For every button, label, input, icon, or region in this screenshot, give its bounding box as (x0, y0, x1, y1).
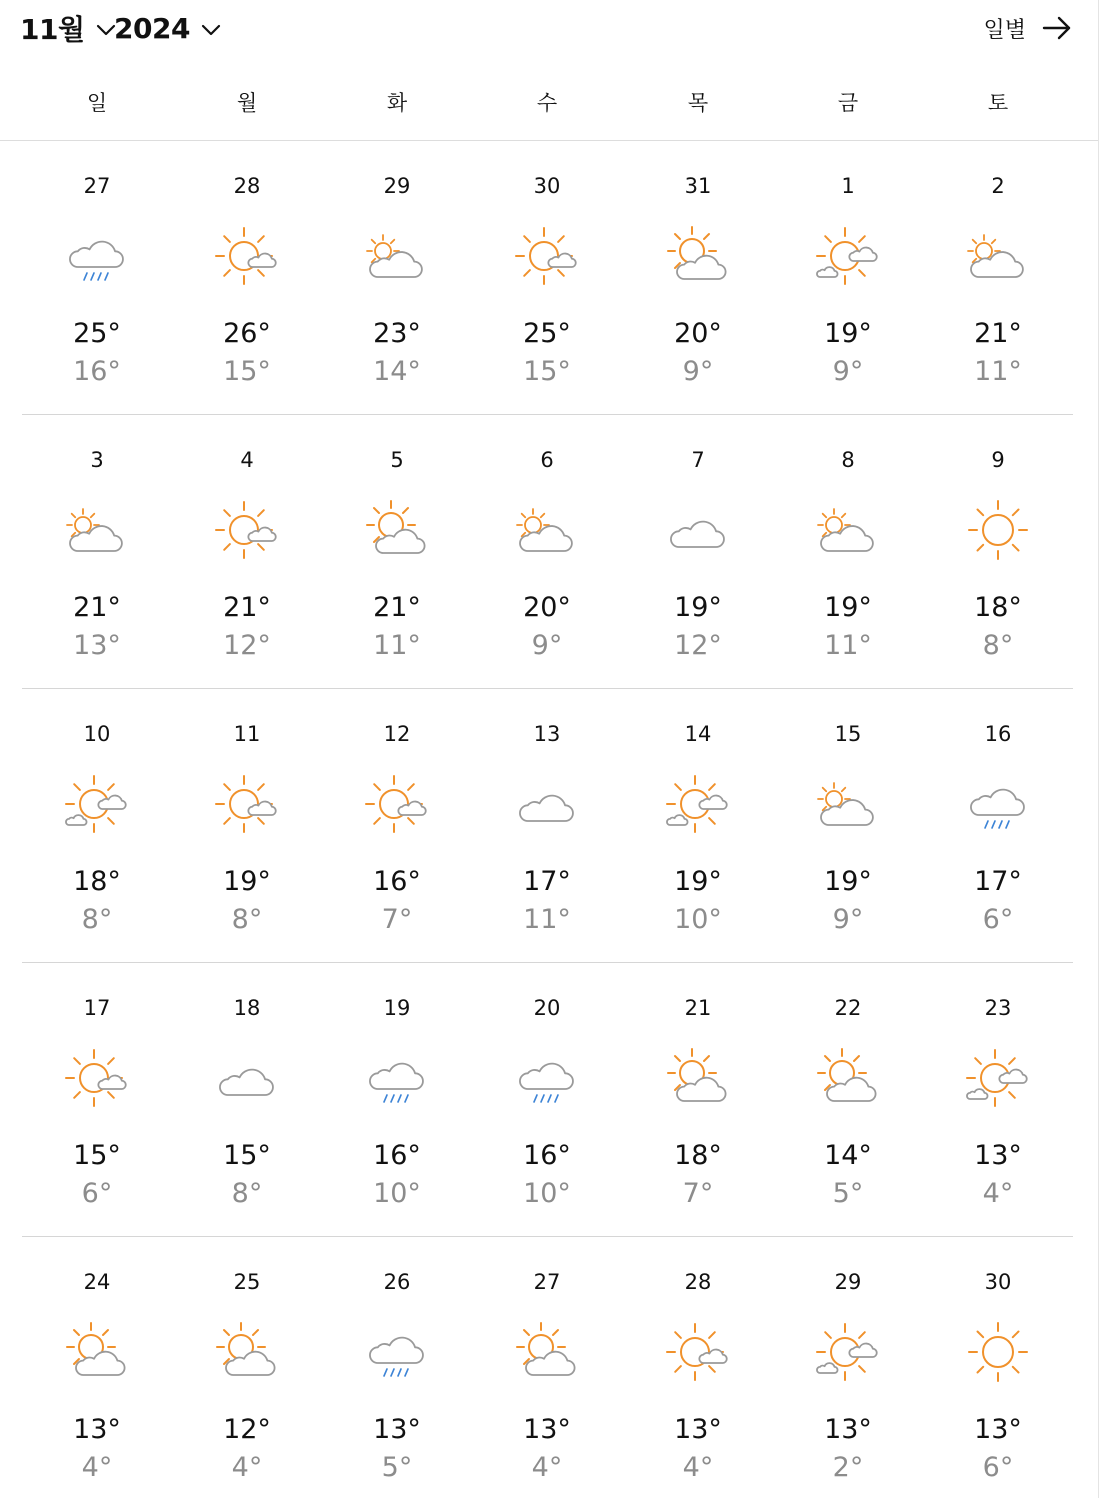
day-date: 23 (984, 996, 1012, 1020)
day-date: 29 (383, 174, 411, 198)
partly-cloudy-icon (815, 1045, 881, 1111)
arrow-right-icon (1042, 16, 1072, 40)
day-date: 31 (684, 174, 712, 198)
high-temperature: 17° (974, 866, 1022, 897)
low-temperature: 12° (223, 630, 271, 661)
low-temperature: 4° (982, 1178, 1014, 1209)
day-date: 6 (540, 448, 554, 472)
day-date: 15 (834, 722, 862, 746)
day-cell[interactable] (172, 1237, 322, 1511)
month-selector[interactable] (20, 8, 117, 48)
day-date: 2 (991, 174, 1005, 198)
day-cell[interactable] (172, 141, 322, 415)
high-temperature: 13° (373, 1414, 421, 1445)
high-temperature: 15° (73, 1140, 121, 1171)
high-temperature: 19° (674, 866, 722, 897)
sun-small-cloud-icon (364, 771, 430, 837)
day-date: 19 (383, 996, 411, 1020)
sun-clouds-icon (665, 771, 731, 837)
sun-clouds-icon (965, 1045, 1031, 1111)
low-temperature: 10° (373, 1178, 421, 1209)
low-temperature: 4° (231, 1452, 263, 1483)
year-selector[interactable] (114, 8, 222, 48)
week-row (22, 415, 1073, 689)
day-date: 30 (984, 1270, 1012, 1294)
high-temperature: 20° (523, 592, 571, 623)
low-temperature: 13° (73, 630, 121, 661)
day-cell[interactable] (322, 415, 472, 689)
day-cell[interactable] (773, 963, 923, 1237)
high-temperature: 19° (223, 866, 271, 897)
day-date: 22 (834, 996, 862, 1020)
high-temperature: 13° (824, 1414, 872, 1445)
cloud-icon (214, 1045, 280, 1111)
day-cell[interactable] (923, 415, 1073, 689)
day-cell[interactable] (923, 963, 1073, 1237)
day-date: 1 (841, 174, 855, 198)
day-date: 25 (233, 1270, 261, 1294)
low-temperature: 2° (832, 1452, 864, 1483)
low-temperature: 6° (982, 1452, 1014, 1483)
day-cell[interactable] (322, 963, 472, 1237)
rain-icon (514, 1045, 580, 1111)
partly-cloudy-icon (214, 1319, 280, 1385)
day-cell[interactable] (773, 689, 923, 963)
high-temperature: 16° (373, 1140, 421, 1171)
partly-cloudy-icon (364, 497, 430, 563)
day-cell[interactable] (172, 689, 322, 963)
rain-icon (965, 771, 1031, 837)
high-temperature: 18° (674, 1140, 722, 1171)
day-cell[interactable] (22, 415, 172, 689)
day-cell[interactable] (773, 141, 923, 415)
day-cell[interactable] (22, 141, 172, 415)
high-temperature: 26° (223, 318, 271, 349)
day-date: 11 (233, 722, 261, 746)
day-cell[interactable] (472, 1237, 622, 1511)
week-row (22, 689, 1073, 963)
weekday-mon: 월 (236, 91, 258, 115)
high-temperature: 18° (974, 592, 1022, 623)
cloud-small-sun-icon (815, 497, 881, 563)
sun-icon (965, 497, 1031, 563)
daily-view-label: 일별 (983, 17, 1026, 43)
partly-cloudy-icon (64, 1319, 130, 1385)
day-date: 3 (90, 448, 104, 472)
low-temperature: 4° (531, 1452, 563, 1483)
low-temperature: 10° (674, 904, 722, 935)
day-date: 26 (383, 1270, 411, 1294)
high-temperature: 21° (974, 318, 1022, 349)
day-cell[interactable] (472, 415, 622, 689)
day-date: 18 (233, 996, 261, 1020)
day-date: 21 (684, 996, 712, 1020)
day-cell[interactable] (623, 1237, 773, 1511)
low-temperature: 9° (832, 356, 864, 387)
high-temperature: 23° (373, 318, 421, 349)
year-label: 2024 (114, 11, 190, 45)
day-cell[interactable] (322, 1237, 472, 1511)
week-row (22, 141, 1073, 415)
day-date: 8 (841, 448, 855, 472)
low-temperature: 11° (373, 630, 421, 661)
low-temperature: 6° (982, 904, 1014, 935)
rain-icon (364, 1045, 430, 1111)
high-temperature: 21° (373, 592, 421, 623)
low-temperature: 11° (974, 356, 1022, 387)
high-temperature: 21° (223, 592, 271, 623)
cloud-small-sun-icon (364, 223, 430, 289)
weekday-sat: 토 (987, 91, 1009, 115)
day-cell[interactable] (472, 141, 622, 415)
high-temperature: 17° (523, 866, 571, 897)
sun-clouds-icon (64, 771, 130, 837)
weekday-wed: 수 (536, 91, 558, 115)
day-cell[interactable] (22, 1237, 172, 1511)
cloud-small-sun-icon (965, 223, 1031, 289)
day-cell[interactable] (172, 963, 322, 1237)
high-temperature: 19° (674, 592, 722, 623)
high-temperature: 15° (223, 1140, 271, 1171)
rain-icon (64, 223, 130, 289)
day-date: 16 (984, 722, 1012, 746)
scrollbar-track[interactable] (1098, 0, 1108, 1498)
cloud-icon (665, 497, 731, 563)
day-date: 10 (83, 722, 111, 746)
low-temperature: 11° (824, 630, 872, 661)
high-temperature: 18° (73, 866, 121, 897)
day-date: 20 (533, 996, 561, 1020)
partly-cloudy-icon (514, 1319, 580, 1385)
high-temperature: 25° (73, 318, 121, 349)
sun-small-cloud-icon (514, 223, 580, 289)
day-date: 28 (233, 174, 261, 198)
low-temperature: 6° (81, 1178, 113, 1209)
sun-small-cloud-icon (665, 1319, 731, 1385)
day-date: 4 (240, 448, 254, 472)
day-cell[interactable] (773, 1237, 923, 1511)
day-cell[interactable] (322, 689, 472, 963)
day-date: 12 (383, 722, 411, 746)
low-temperature: 14° (373, 356, 421, 387)
sun-icon (965, 1319, 1031, 1385)
low-temperature: 7° (682, 1178, 714, 1209)
low-temperature: 4° (682, 1452, 714, 1483)
partly-cloudy-icon (665, 1045, 731, 1111)
low-temperature: 4° (81, 1452, 113, 1483)
low-temperature: 8° (231, 904, 263, 935)
partly-cloudy-icon (665, 223, 731, 289)
day-date: 27 (533, 1270, 561, 1294)
day-date: 30 (533, 174, 561, 198)
day-date: 13 (533, 722, 561, 746)
cloud-small-sun-icon (514, 497, 580, 563)
low-temperature: 10° (523, 1178, 571, 1209)
week-row (22, 963, 1073, 1237)
low-temperature: 7° (381, 904, 413, 935)
day-cell[interactable] (623, 689, 773, 963)
day-cell[interactable] (923, 141, 1073, 415)
day-date: 29 (834, 1270, 862, 1294)
low-temperature: 9° (682, 356, 714, 387)
low-temperature: 12° (674, 630, 722, 661)
weekday-thu: 목 (687, 91, 709, 115)
cloud-icon (514, 771, 580, 837)
weekday-header (22, 82, 1073, 124)
high-temperature: 14° (824, 1140, 872, 1171)
sun-clouds-icon (815, 223, 881, 289)
day-date: 9 (991, 448, 1005, 472)
sun-small-cloud-icon (214, 223, 280, 289)
day-cell[interactable] (623, 963, 773, 1237)
calendar-header (0, 0, 1098, 56)
sun-small-cloud-icon (214, 497, 280, 563)
sun-small-cloud-icon (214, 771, 280, 837)
low-temperature: 5° (381, 1452, 413, 1483)
weekday-sun: 일 (86, 91, 108, 115)
sun-small-cloud-icon (64, 1045, 130, 1111)
low-temperature: 9° (832, 904, 864, 935)
high-temperature: 13° (674, 1414, 722, 1445)
day-date: 5 (390, 448, 404, 472)
day-date: 24 (83, 1270, 111, 1294)
low-temperature: 9° (531, 630, 563, 661)
day-cell[interactable] (923, 1237, 1073, 1511)
high-temperature: 16° (523, 1140, 571, 1171)
day-cell[interactable] (472, 963, 622, 1237)
day-cell[interactable] (623, 415, 773, 689)
day-cell[interactable] (172, 415, 322, 689)
weekday-fri: 금 (837, 91, 859, 115)
day-cell[interactable] (22, 689, 172, 963)
low-temperature: 8° (81, 904, 113, 935)
weekday-tue: 화 (386, 91, 408, 115)
high-temperature: 25° (523, 318, 571, 349)
high-temperature: 21° (73, 592, 121, 623)
low-temperature: 11° (523, 904, 571, 935)
high-temperature: 20° (674, 318, 722, 349)
day-date: 27 (83, 174, 111, 198)
day-cell[interactable] (472, 689, 622, 963)
high-temperature: 13° (523, 1414, 571, 1445)
rain-icon (364, 1319, 430, 1385)
low-temperature: 15° (523, 356, 571, 387)
low-temperature: 8° (982, 630, 1014, 661)
chevron-down-icon (200, 19, 222, 41)
day-date: 7 (691, 448, 705, 472)
high-temperature: 19° (824, 318, 872, 349)
day-cell[interactable] (923, 689, 1073, 963)
high-temperature: 12° (223, 1414, 271, 1445)
high-temperature: 13° (974, 1414, 1022, 1445)
day-cell[interactable] (623, 141, 773, 415)
day-date: 28 (684, 1270, 712, 1294)
month-label: 11월 (20, 13, 85, 46)
high-temperature: 19° (824, 592, 872, 623)
low-temperature: 15° (223, 356, 271, 387)
cloud-small-sun-icon (64, 497, 130, 563)
high-temperature: 19° (824, 866, 872, 897)
day-cell[interactable] (773, 415, 923, 689)
day-date: 17 (83, 996, 111, 1020)
day-cell[interactable] (22, 963, 172, 1237)
low-temperature: 8° (231, 1178, 263, 1209)
day-date: 14 (684, 722, 712, 746)
low-temperature: 5° (832, 1178, 864, 1209)
cloud-small-sun-icon (815, 771, 881, 837)
high-temperature: 13° (974, 1140, 1022, 1171)
low-temperature: 16° (73, 356, 121, 387)
sun-clouds-icon (815, 1319, 881, 1385)
high-temperature: 16° (373, 866, 421, 897)
high-temperature: 13° (73, 1414, 121, 1445)
week-row (22, 1237, 1073, 1511)
day-cell[interactable] (322, 141, 472, 415)
daily-view-link[interactable] (983, 8, 1072, 48)
